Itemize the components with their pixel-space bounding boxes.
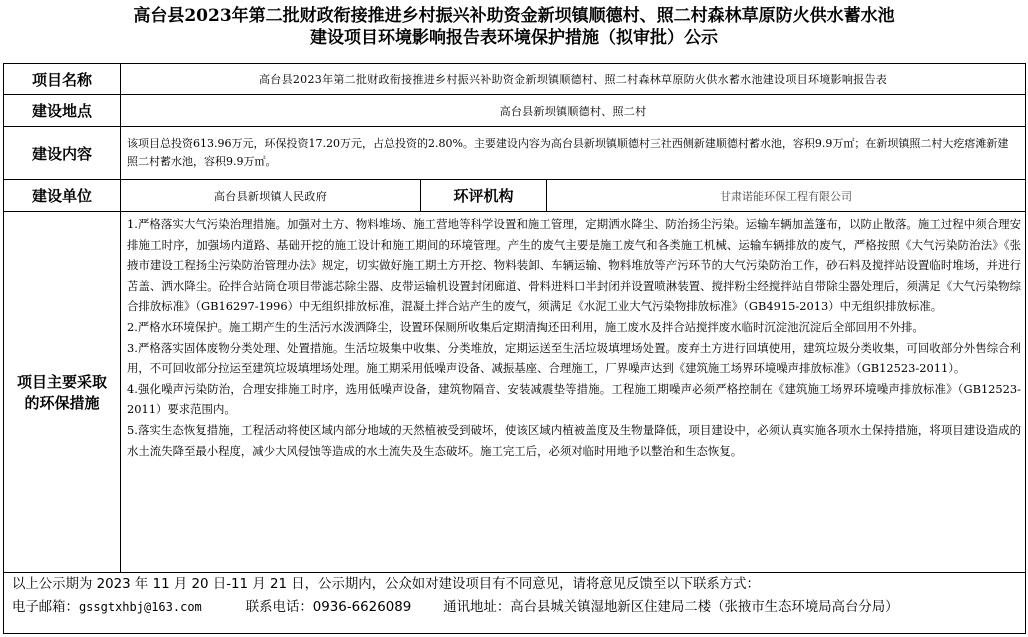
project-name-label: 项目名称 <box>4 64 121 95</box>
measure-item-5: 5.落实生态恢复措施，工程活动将使区域内部分地域的天然植被受到破坏，使该区域内植被盖度及生物量降低，项目建设中，必须认真实施各项水土保持措施，将项目建设造成的水土流失降至最小程度，减少大风侵蚀等造成的水土流失及生态破坏。施工完工后，必须对临时用地予以整治和生态恢复。 <box>127 422 1022 458</box>
row-content <box>4 127 1026 180</box>
agency-value: 甘肃诺能环保工程有限公司 <box>547 180 1026 212</box>
email-label: 电子邮箱： <box>12 600 79 615</box>
email-value: gssgtxhbj@163.com <box>78 600 202 614</box>
agency-label: 环评机构 <box>421 180 547 212</box>
location-label: 建设地点 <box>4 95 121 127</box>
measure-item-1: 1.严格落实大气污染治理措施。加强对土方、物料堆场、施工营地等科学设置和施工管理，定期洒水降尘、防治扬尘污染。运输车辆加盖篷布，以防止散落。施工过程中须合理安排施工时序，加强场内道路、基础开挖的施工设计和施工期间的环境管理。产生的废气主要是施工废气和各类施工机械、运输车辆排放的废气，严格按照《大气污染防治法》《张掖市建设工程扬尘污染防治管理办法》规定，切实做好施工期土方开挖、物料装卸、车辆运输、物料堆放等产污环节的大气污染防治工作，砂石料及搅拌站设置临时堆场，并进行苫盖、洒水降尘。砼拌合站筒仓项目带滤芯除尘器、皮带运输机设置封闭廊道、骨料进料口半封闭并设置喷淋装置、搅拌粉尘经搅拌站自带除尘器处理后，须满足《大气污染物综合排放标准》（GB16297-1996）中无组织排放标准，混凝土拌合站产生的废气，须满足《水泥工业大气污染物排放标准》（GB4915-2013）中无组织排放标准。 <box>127 217 1022 314</box>
row-measures <box>4 212 1026 573</box>
phone-label: 联系电话： <box>245 600 313 615</box>
row-unit <box>4 180 1026 212</box>
unit-label: 建设单位 <box>4 180 121 212</box>
title-line-2: 建设项目环境影响报告表环境保护措施（拟审批）公示 <box>310 28 718 48</box>
notice-block <box>4 573 1026 634</box>
row-notice <box>4 573 1026 634</box>
measures-label: 项目主要采取的环保措施 <box>4 212 121 573</box>
row-project-name <box>4 64 1026 95</box>
address-label: 通讯地址： <box>443 600 511 615</box>
notice-text: 以上公示期为 2023 年 11 月 20 日-11 月 21 日，公示期内，公众如对建设项目有不同意见，请将意见反馈至以下联系方式： <box>12 577 760 592</box>
title-line-1: 高台县2023年第二批财政衔接推进乡村振兴补助资金新坝镇顺德村、照二村森林草原防火供水蓄水池 <box>133 6 895 26</box>
contact-line <box>12 596 1017 619</box>
content-value: 该项目总投资613.96万元，环保投资17.20万元，占总投资的2.80%。主要建设内容为高台县新坝镇顺德村三社西侧新建顺德村蓄水池，容积9.9万㎡；在新坝镇照二村大疙瘩滩新建照二村蓄水池，容积9.9万㎡。 <box>121 127 1026 180</box>
page-title <box>0 0 1028 49</box>
notice-table <box>3 63 1026 634</box>
unit-value: 高台县新坝镇人民政府 <box>121 180 421 212</box>
content-label: 建设内容 <box>4 127 121 180</box>
measure-item-4: 4.强化噪声污染防治，合理安排施工时序，选用低噪声设备，建筑物隔音、安装减震垫等措施。工程施工期噪声必须严格控制在《建筑施工场界环境噪声排放标准》（GB12523-2011）要求范围内。 <box>127 381 1022 417</box>
measures-list <box>121 212 1026 573</box>
measure-item-3: 3.严格落实固体废物分类处理、处置措施。生活垃圾集中收集、分类堆放，定期运送至生活垃圾填埋场处置。废弃土方进行回填使用，建筑垃圾分类收集，可回收部分外售综合利用，不可回收部分拉运至建筑垃圾填埋场处理。施工期采用低噪声设备、减振基座、合理施工，厂界噪声达到《建筑施工场界环境噪声排放标准》（GB12523-2011）。 <box>127 340 1022 376</box>
address-value: 高台县城关镇湿地新区住建局二楼（张掖市生态环境局高台分局） <box>510 600 899 615</box>
location-value: 高台县新坝镇顺德村、照二村 <box>121 95 1026 127</box>
project-name-value: 高台县2023年第二批财政衔接推进乡村振兴补助资金新坝镇顺德村、照二村森林草原防火供水蓄水池建设项目环境影响报告表 <box>121 64 1026 95</box>
phone-value: 0936-6626089 <box>312 600 412 615</box>
measure-item-2: 2.严格水环境保护。施工期产生的生活污水泼洒降尘，设置环保厕所收集后定期清掏还田利用，施工废水及拌合站搅拌废水临时沉淀池沉淀后全部回用不外排。 <box>127 319 924 334</box>
row-location <box>4 95 1026 127</box>
